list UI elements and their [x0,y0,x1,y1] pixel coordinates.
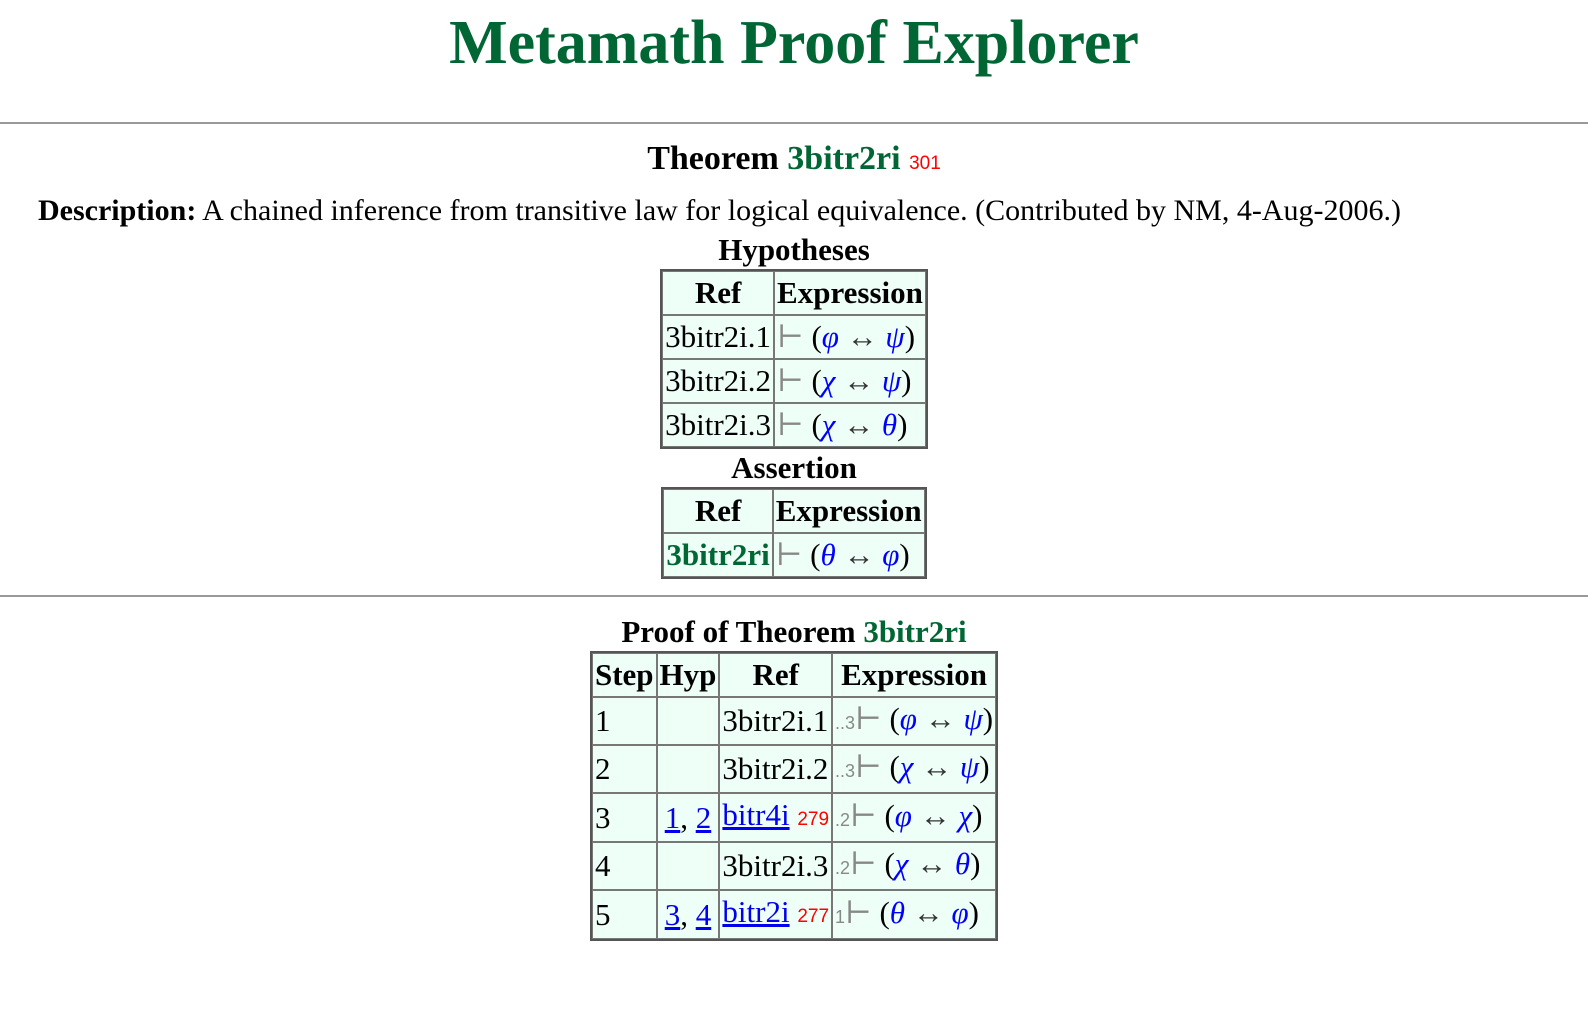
assertion-caption: Assertion [731,450,857,485]
expression-cell [832,890,996,939]
col-step-header: Step [592,653,657,697]
wff-variable: θ [889,894,906,930]
ref-cell [719,842,832,890]
theorem-ref-number: 279 [797,809,830,830]
col-expression-header: Expression [774,271,926,315]
step-depth-dots: ..3 [835,713,856,733]
step-depth-dots: .2 [835,809,851,830]
biconditional-symbol: ↔ [846,319,878,354]
section-divider [0,122,1588,124]
step-depth-dots: ..3 [835,761,856,781]
ref-cell [719,793,832,842]
step-cell: 5 [592,890,657,939]
paren-open: ( [884,846,895,881]
ref-cell: 3bitr2i.1 [662,315,774,359]
paren-open: ( [810,537,821,572]
table-row [662,403,926,447]
wff-variable: φ [951,894,969,930]
paren-open: ( [884,797,895,833]
wff-variable: ψ [959,749,980,784]
description [0,191,1588,231]
ref-cell [719,890,832,939]
paren-open: ( [811,319,822,354]
col-expression-header: Expression [773,489,925,533]
turnstile-symbol: ⊢ [855,701,882,736]
expression-cell [773,533,925,577]
step-cell: 3 [592,793,657,842]
paren-close: ) [897,407,908,442]
table-row [592,890,996,939]
col-ref-header: Ref [662,271,774,315]
expression-cell [832,697,996,745]
paren-close: ) [968,894,979,930]
wff-variable: φ [899,701,917,736]
hyp-cell [657,793,720,842]
paren-open: ( [889,701,900,736]
wff-variable: χ [894,846,909,881]
ref-cell: 3bitr2i.2 [662,359,774,403]
hyp-cell [657,697,720,745]
paren-close: ) [979,749,990,784]
expression-cell [832,793,996,842]
table-row [662,359,926,403]
wff-variable: φ [894,797,912,833]
description-text: A chained inference from transitive law for logical equivalence. (Contributed by NM, 4-Aug-2006.) [202,194,1401,227]
hyp-step-link[interactable]: 2 [695,799,712,835]
paren-close: ) [899,537,910,572]
wff-variable: θ [820,537,836,572]
turnstile-symbol: ⊢ [775,537,803,572]
paren-close: ) [982,701,994,736]
wff-variable: ψ [963,701,983,736]
biconditional-symbol: ↔ [924,701,956,736]
expression-cell [832,745,996,793]
table-row [592,745,996,793]
theorem-label-word: Theorem [647,140,779,177]
wff-variable: χ [899,749,914,784]
theorem-name: 3bitr2ri [787,140,901,177]
turnstile-symbol: ⊢ [850,846,877,881]
step-depth-dots: .2 [835,858,851,878]
expression-cell [774,315,926,359]
hyp-step-link[interactable]: 3 [664,896,681,932]
hypothesis-ref: 3bitr2i.2 [722,751,829,786]
proof-heading [0,613,1588,651]
hyp-step-link[interactable]: 4 [695,896,712,932]
col-hyp-header: Hyp [657,653,720,697]
turnstile-symbol: ⊢ [777,363,804,398]
hyp-cell [657,745,720,793]
proof-title-prefix: Proof of Theorem [621,614,856,649]
section-divider [0,595,1588,597]
col-expression-header: Expression [832,653,996,697]
paren-close: ) [904,319,916,354]
paren-open: ( [889,749,900,784]
paren-close: ) [901,363,912,398]
step-cell: 1 [592,697,657,745]
ref-cell: 3bitr2ri [663,533,772,577]
assertion-table [661,487,926,579]
expression-cell [774,359,926,403]
hypothesis-ref: 3bitr2i.3 [722,848,829,883]
wff-variable: φ [821,319,839,354]
table-row [663,533,924,577]
table-header-row [662,271,926,315]
site-title: Metamath Proof Explorer [449,9,1139,77]
hyp-separator: , [680,896,688,932]
biconditional-symbol: ↔ [921,749,953,784]
turnstile-symbol: ⊢ [777,319,804,354]
theorem-ref-link[interactable]: bitr4i [722,797,790,832]
biconditional-symbol: ↔ [919,797,951,833]
step-cell: 2 [592,745,657,793]
biconditional-symbol: ↔ [912,894,944,930]
table-row [662,315,926,359]
wff-variable: χ [821,407,836,442]
proof-title-name: 3bitr2ri [863,614,967,649]
hypotheses-table [660,269,928,449]
table-row [592,697,996,745]
wff-variable: χ [958,797,973,833]
table-header-row [663,489,924,533]
paren-open: ( [879,894,890,930]
biconditional-symbol: ↔ [843,537,875,572]
table-header-row [592,653,996,697]
hyp-cell [657,842,720,890]
hypothesis-ref: 3bitr2i.1 [722,703,829,738]
wff-variable: χ [821,363,836,398]
table-row [592,793,996,842]
theorem-heading [0,138,1588,185]
wff-variable: ψ [881,363,902,398]
turnstile-symbol: ⊢ [845,894,872,930]
wff-variable: θ [881,407,898,442]
hyp-separator: , [680,799,688,835]
col-ref-header: Ref [719,653,832,697]
ref-cell: 3bitr2i.3 [662,403,774,447]
wff-variable: ψ [885,319,905,354]
hyp-step-link[interactable]: 1 [664,799,681,835]
description-label: Description: [38,194,197,227]
biconditional-symbol: ↔ [843,407,875,442]
theorem-ref-link[interactable]: bitr2i [722,894,790,929]
table-row [592,842,996,890]
expression-cell [832,842,996,890]
paren-close: ) [970,846,981,881]
hypotheses-caption: Hypotheses [718,232,870,267]
col-ref-header: Ref [663,489,772,533]
paren-open: ( [811,363,822,398]
turnstile-symbol: ⊢ [850,797,877,833]
theorem-number: 301 [909,153,941,174]
step-depth-dots: 1 [835,906,846,927]
expression-cell [774,403,926,447]
wff-variable: θ [954,846,971,881]
wff-variable: φ [882,537,900,572]
step-cell: 4 [592,842,657,890]
theorem-ref-number: 277 [797,906,830,927]
proof-table [590,651,998,941]
paren-open: ( [811,407,822,442]
ref-cell [719,697,832,745]
hyp-cell [657,890,720,939]
ref-cell [719,745,832,793]
turnstile-symbol: ⊢ [855,749,882,784]
turnstile-symbol: ⊢ [777,407,804,442]
biconditional-symbol: ↔ [843,363,875,398]
paren-close: ) [972,797,983,833]
biconditional-symbol: ↔ [916,846,948,881]
